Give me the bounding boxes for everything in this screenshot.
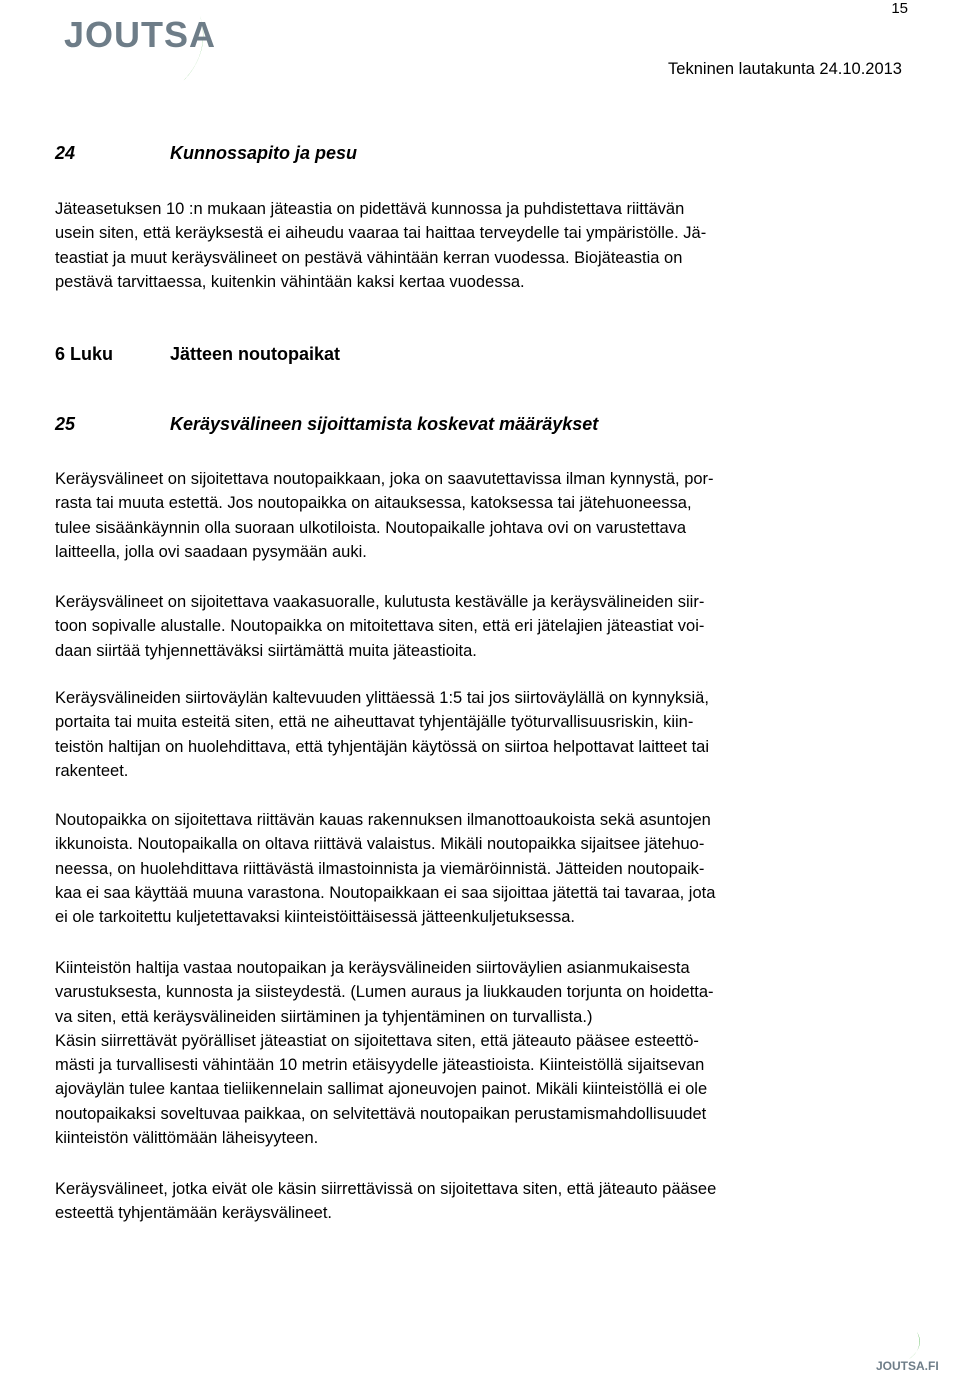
section-25-paragraph-6 bbox=[55, 1177, 905, 1226]
paragraph-line: Keräysvälineiden siirtoväylän kaltevuuden ylittäessä 1:5 tai jos siirtoväylällä on kynnyksiä, bbox=[55, 689, 709, 707]
section-25-paragraph-3 bbox=[55, 686, 905, 783]
section-24-number: 24 bbox=[55, 143, 76, 163]
paragraph-line: ikkunoista. Noutopaikalla on oltava riittävä valaistus. Mikäli noutopaikka sijaitsee jätehuo- bbox=[55, 835, 705, 854]
paragraph-line: va siten, että keräysvälineiden siirtäminen ja tyhjentäminen on turvallista.) bbox=[55, 1007, 593, 1026]
meeting-info: Tekninen lautakunta 24.10.2013 bbox=[668, 60, 902, 78]
paragraph-line: ajoväylän tulee kantaa tieliikennelain sallimat ajoneuvojen painot. Mikäli kiinteistöllä ei ole bbox=[55, 1080, 708, 1099]
paragraph-line: rasta tai muuta estettä. Jos noutopaikka on aitauksessa, katoksessa tai jätehuoneessa, bbox=[55, 494, 692, 513]
paragraph-line: esteettä tyhjentämään keräysvälineet. bbox=[55, 1204, 332, 1223]
section-25-paragraph-1 bbox=[55, 467, 905, 564]
section-24-title: Kunnossapito ja pesu bbox=[170, 143, 358, 163]
paragraph-line: portaita tai muita esteitä siten, että ne aiheuttavat tyhjentäjälle työturvallisuusriskin, kiin- bbox=[55, 713, 694, 732]
paragraph-line: noutopaikaksi soveltuvaa paikkaa, on selvitettävä noutopaikan perustamismahdollisuudet bbox=[55, 1104, 707, 1123]
section-25-paragraph-5 bbox=[55, 956, 905, 1150]
chapter-number: 6 Luku bbox=[55, 344, 114, 364]
paragraph-line: ei ole tarkoitettu kuljetettavaksi kiinteistöittäisessä jätteenkuljetuksessa. bbox=[55, 908, 576, 927]
page-number: 15 bbox=[891, 0, 908, 17]
joutsa-logo: JOUTSA bbox=[64, 14, 217, 55]
paragraph-line: neessa, on huolehdittava riittävästä ilmastoinnista ja viemäröinnistä. Jätteiden noutopaik- bbox=[55, 859, 705, 878]
chapter-title: Jätteen noutopaikat bbox=[170, 344, 341, 364]
paragraph-line: Kiinteistön haltija vastaa noutopaikan ja keräysvälineiden siirtoväylien asianmukaisesta bbox=[55, 959, 690, 977]
footer-logo-swoosh-icon bbox=[895, 1330, 935, 1360]
paragraph-line: varustuksesta, kunnosta ja siisteydestä. (Lumen auraus ja liukkauden torjunta on hoidetta- bbox=[55, 983, 714, 1002]
paragraph-line: kaa ei saa käyttää muuna varastona. Noutopaikkaan ei saa sijoittaa jätettä tai tavaraa, jota bbox=[55, 883, 716, 902]
footer-url: JOUTSA.FI bbox=[876, 1359, 939, 1373]
paragraph-line: Jäteasetuksen 10 :n mukaan jäteastia on pidettävä kunnossa ja puhdistettava riittävän bbox=[55, 200, 685, 218]
paragraph-line: Noutopaikka on sijoitettava riittävän kauas rakennuksen ilmanottoaukoista sekä asuntojen bbox=[55, 811, 711, 829]
section-25-number: 25 bbox=[55, 414, 76, 434]
section-25-paragraph-4 bbox=[55, 808, 905, 929]
paragraph-line: Keräysvälineet on sijoitettava vaakasuoralle, kulutusta kestävälle ja keräysvälineiden siir- bbox=[55, 593, 705, 611]
paragraph-line: pestävä tarvittaessa, kuitenkin vähintään kaksi kertaa vuodessa. bbox=[55, 272, 525, 291]
paragraph-line: rakenteet. bbox=[55, 761, 129, 780]
paragraph-line: daan siirtää tyhjennettäväksi siirtämättä muita jäteastioita. bbox=[55, 641, 477, 660]
paragraph-line: laitteella, jolla ovi saadaan pysymään auki. bbox=[55, 542, 367, 561]
section-25-paragraph-2 bbox=[55, 590, 905, 663]
paragraph-line: usein siten, että keräyksestä ei aiheudu vaaraa tai haittaa terveydelle tai ympäristölle. Jä- bbox=[55, 224, 707, 243]
paragraph-line: Keräysvälineet, jotka eivät ole käsin siirrettävissä on sijoitettava siten, että jäteauto pääsee bbox=[55, 1180, 717, 1198]
paragraph-line: Käsin siirrettävät pyörälliset jäteastiat on sijoitettava siten, että jäteauto pääsee esteettö- bbox=[55, 1031, 699, 1050]
section-25-title: Keräysvälineen sijoittamista koskevat määräykset bbox=[170, 414, 599, 434]
section-24-paragraph bbox=[55, 197, 905, 294]
paragraph-line: teistön haltijan on huolehdittava, että tyhjentäjän käytössä on siirtoa helpottavat laitteet tai bbox=[55, 737, 710, 756]
paragraph-line: tulee sisäänkäynnin olla suoraan ulkotiloista. Noutopaikalle johtava ovi on varustettava bbox=[55, 518, 687, 537]
paragraph-line: teastiat ja muut keräysvälineet on pestävä vähintään kerran vuodessa. Biojäteastia on bbox=[55, 248, 683, 267]
paragraph-line: Keräysvälineet on sijoitettava noutopaikkaan, joka on saavutettavissa ilman kynnystä, por- bbox=[55, 470, 714, 488]
paragraph-line: toon sopivalle alustalle. Noutopaikka on mitoitettava siten, että eri jätelajien jäteastiat voi- bbox=[55, 617, 705, 636]
paragraph-line: mästi ja turvallisesti vähintään 10 metrin etäisyydelle jäteastioista. Kiinteistöllä sijaitsevan bbox=[55, 1056, 705, 1075]
paragraph-line: kiinteistön välittömään läheisyyteen. bbox=[55, 1129, 319, 1148]
